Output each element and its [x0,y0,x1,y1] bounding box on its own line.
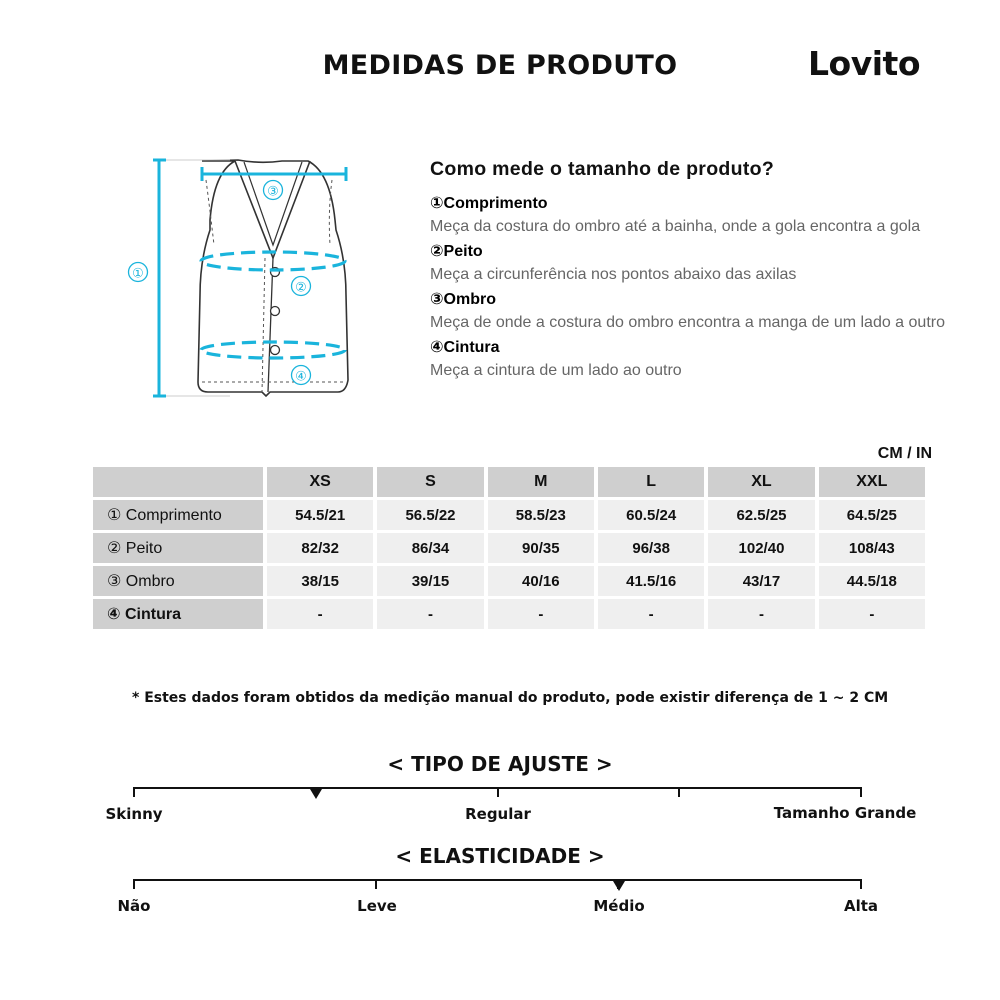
column-header: XL [708,467,814,497]
table-row [93,533,925,563]
table-cell: 41.5/16 [598,566,704,596]
table-cell: 96/38 [598,533,704,563]
row-label: ① Comprimento [93,500,263,530]
table-cell: 56.5/22 [377,500,483,530]
elasticity-label-none: Não [117,897,151,915]
guide-item-desc: Meça da costura do ombro até a bainha, onde a gola encontra a gola [430,218,921,235]
table-cell: 38/15 [267,566,373,596]
table-cell: 40/16 [488,566,594,596]
table-cell: 102/40 [708,533,814,563]
table-cell: 54.5/21 [267,500,373,530]
fit-tick [678,787,680,797]
elasticity-marker-icon [613,881,625,891]
table-cell: 43/17 [708,566,814,596]
marker-3: ③ [267,184,279,200]
column-header: XS [267,467,373,497]
column-header: S [377,467,483,497]
fit-label-regular: Regular [465,805,531,823]
table-cell: 82/32 [267,533,373,563]
guide-item-name: ③Ombro [430,291,496,308]
button-3 [271,346,280,355]
row-label: ④ Cintura [93,599,263,629]
guide-item-desc: Meça de onde a costura do ombro encontra a manga de um lado a outro [430,314,945,331]
elasticity-label-high: Alta [843,897,879,915]
elasticity-label-light: Leve [357,897,397,915]
row-label: ③ Ombro [93,566,263,596]
table-cell: 58.5/23 [488,500,594,530]
unit-label: CM / IN [877,445,932,462]
table-cell: 44.5/18 [819,566,925,596]
table-cell: 39/15 [377,566,483,596]
table-cell: - [819,599,925,629]
table-cell: - [267,599,373,629]
fit-tick [860,787,862,797]
table-cell: - [598,599,704,629]
table-cell: - [488,599,594,629]
column-header: M [488,467,594,497]
table-cell: 64.5/25 [819,500,925,530]
elasticity-tick [375,879,377,889]
table-row [93,500,925,530]
table-row [93,599,925,629]
marker-1: ① [132,266,144,282]
fit-title: < TIPO DE AJUSTE > [387,752,613,776]
row-label: ② Peito [93,533,263,563]
elasticity-tick [860,879,862,889]
fit-tick [497,787,499,797]
measurement-guide [430,158,970,383]
table-cell: - [377,599,483,629]
elasticity-title: < ELASTICIDADE > [395,844,605,868]
table-cell: 86/34 [377,533,483,563]
guide-item-name: ②Peito [430,243,483,260]
guide-item-desc: Meça a circunferência nos pontos abaixo das axilas [430,266,797,283]
button-2 [271,307,280,316]
marker-2: ② [295,280,307,296]
table-row [93,566,925,596]
guide-item-desc: Meça a cintura de um lado ao outro [430,362,682,379]
guide-item-shoulder [430,289,970,335]
elasticity-label-medium: Médio [593,897,645,915]
brand-logo: Lovito [808,44,920,83]
guide-item-waist [430,337,970,383]
elasticity-scale-line [133,879,862,881]
guide-question: Como mede o tamanho de produto? [430,158,775,180]
table-cell: 60.5/24 [598,500,704,530]
marker-4: ④ [295,369,307,385]
size-table [89,464,929,632]
column-header: L [598,467,704,497]
table-header-row [93,467,925,497]
table-corner [93,467,263,497]
guide-item-name: ④Cintura [430,339,500,356]
measurement-note: * Estes dados foram obtidos da medição manual do produto, pode existir diferença de 1 ~ 2 CM [132,690,889,706]
elasticity-tick [133,879,135,889]
guide-item-name: ①Comprimento [430,195,548,212]
fit-label-skinny: Skinny [105,805,163,823]
fit-tick [133,787,135,797]
table-cell: 90/35 [488,533,594,563]
table-cell: - [708,599,814,629]
table-cell: 108/43 [819,533,925,563]
table-cell: 62.5/25 [708,500,814,530]
fit-label-large: Tamanho Grande [773,804,917,822]
column-header: XXL [819,467,925,497]
guide-item-chest [430,241,970,287]
vest-diagram [110,150,370,410]
page-title: MEDIDAS DE PRODUTO [322,50,678,81]
guide-item-length [430,193,970,239]
fit-marker-icon [310,789,322,799]
